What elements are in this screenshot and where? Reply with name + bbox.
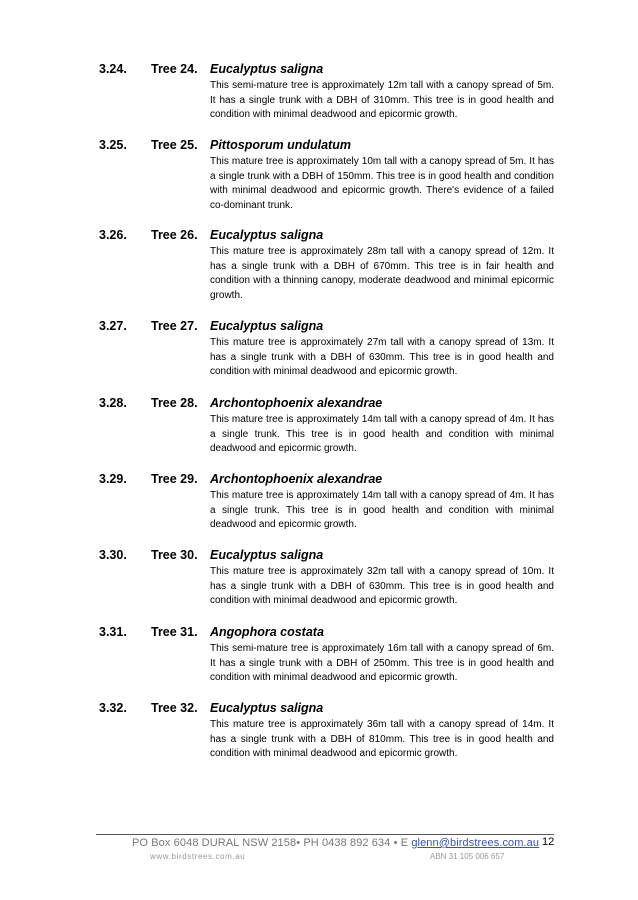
- species-name: Eucalyptus saligna: [210, 62, 324, 76]
- species-name: Archontophoenix alexandrae: [210, 396, 383, 410]
- tree-label: Tree 32.: [151, 701, 198, 715]
- species-name: Eucalyptus saligna: [210, 228, 324, 242]
- species-name: Eucalyptus saligna: [210, 701, 324, 715]
- tree-label: Tree 24.: [151, 62, 198, 76]
- footer-email-link[interactable]: glenn@birdstrees.com.au: [411, 837, 540, 849]
- tree-description: This mature tree is approximately 10m tall with a canopy spread of 5m. It has a single trunk with a DBH of 150mm. This tree is in good health and condition with minimal deadwood and epicormic growth. There's evidence of a failed co-dominant trunk.: [210, 156, 554, 211]
- section-number: 3.26.: [99, 228, 127, 242]
- footer-abn: ABN 31 105 006 657: [430, 852, 505, 861]
- tree-label: Tree 30.: [151, 548, 198, 562]
- tree-label: Tree 31.: [151, 625, 198, 639]
- section-number: 3.25.: [99, 138, 127, 152]
- footer-website[interactable]: www.birdstrees.com.au: [150, 852, 246, 861]
- tree-description: This mature tree is approximately 14m tall with a canopy spread of 4m. It has a single trunk. This tree is in good health and condition with minimal deadwood and epicormic growth.: [210, 414, 554, 455]
- tree-label: Tree 29.: [151, 472, 198, 486]
- tree-label: Tree 26.: [151, 228, 198, 242]
- species-name: Pittosporum undulatum: [210, 138, 351, 152]
- tree-description: This mature tree is approximately 32m tall with a canopy spread of 10m. It has a single trunk with a DBH of 630mm. This tree is in good health and condition with minimal deadwood and epicormic growth.: [210, 566, 554, 607]
- tree-description: This semi-mature tree is approximately 12m tall with a canopy spread of 5m. It has a single trunk with a DBH of 310mm. This tree is in good health and condition with minimal deadwood and epicormic growth.: [210, 80, 554, 121]
- page-number: 12: [542, 836, 555, 848]
- tree-description: This mature tree is approximately 27m tall with a canopy spread of 13m. It has a single trunk with a DBH of 630mm. This tree is in good health and condition with minimal deadwood and epicormic growth.: [210, 337, 554, 378]
- tree-description: This mature tree is approximately 14m tall with a canopy spread of 4m. It has a single trunk. This tree is in good health and condition with minimal deadwood and epicormic growth.: [210, 490, 554, 531]
- section-number: 3.30.: [99, 548, 127, 562]
- tree-description: This mature tree is approximately 28m tall with a canopy spread of 12m. It has a single trunk with a DBH of 670mm. This tree is in fair health and condition with a thinning canopy, moderate deadwood and minimal epicormic growth.: [210, 246, 554, 301]
- species-name: Eucalyptus saligna: [210, 319, 324, 333]
- tree-label: Tree 27.: [151, 319, 198, 333]
- section-number: 3.24.: [99, 62, 127, 76]
- tree-description: This semi-mature tree is approximately 16m tall with a canopy spread of 6m. It has a single trunk with a DBH of 250mm. This tree is in good health and condition with minimal deadwood and epicormic growth.: [210, 643, 554, 684]
- section-number: 3.31.: [99, 625, 127, 639]
- footer-address: PO Box 6048 DURAL NSW 2158• PH 0438 892 634 • E: [132, 837, 412, 849]
- species-name: Angophora costata: [210, 625, 324, 639]
- section-number: 3.27.: [99, 319, 127, 333]
- species-name: Eucalyptus saligna: [210, 548, 324, 562]
- section-number: 3.32.: [99, 701, 127, 715]
- footer-contact: [132, 837, 539, 849]
- section-number: 3.28.: [99, 396, 127, 410]
- species-name: Archontophoenix alexandrae: [210, 472, 383, 486]
- tree-description: This mature tree is approximately 36m tall with a canopy spread of 14m. It has a single trunk with a DBH of 810mm. This tree is in good health and condition with minimal deadwood and epicormic growth.: [210, 719, 554, 760]
- footer-divider: [96, 834, 554, 835]
- section-number: 3.29.: [99, 472, 127, 486]
- tree-label: Tree 25.: [151, 138, 198, 152]
- tree-label: Tree 28.: [151, 396, 198, 410]
